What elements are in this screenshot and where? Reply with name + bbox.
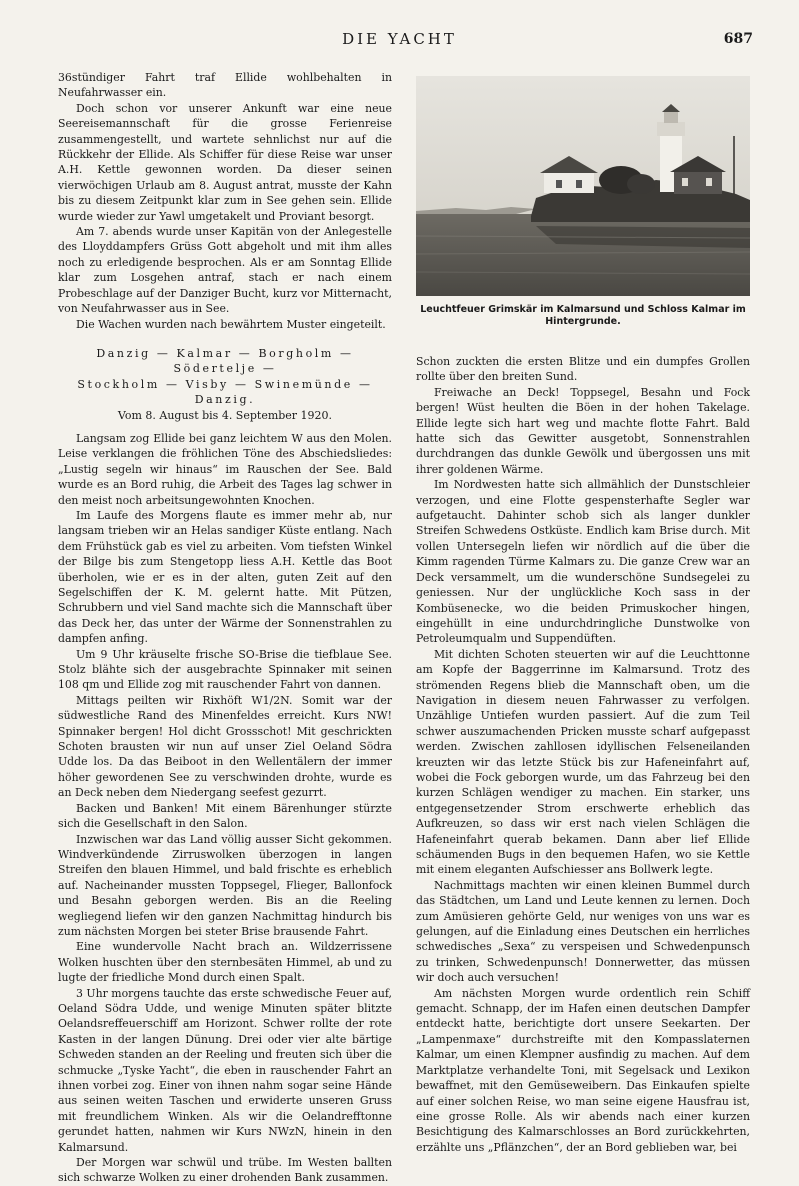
paragraph: Freiwache an Deck! Toppsegel, Besahn und Fock bergen! Wüst heulten die Böen in der hohen Takelage. Ellide legte sich hart weg und machte flotte Fahrt. Bald hatte sich das Gewitter ausgetobt, Sonnenstrahlen durchdrangen das dunkle Gewölk und übergossen uns mit ihrer goldenen Wärme. — [416, 385, 750, 476]
running-header: DIE YACHT — [342, 30, 457, 48]
paragraph: Die Wachen wurden nach bewährtem Muster eingeteilt. — [76, 317, 386, 331]
paragraph: Doch schon vor unserer Ankunft war eine neue Seereisemannschaft für die grosse Ferienreise zusammengestellt, und wartete sehnlichst nur auf die Rückkehr der Ellide. Als Schiffer für diese Reise war unser A.H. Kettle gewonnen worden. Da dieser seinen vierwöchigen Urlaub am 8. August antrat, musste der Kahn bis zu diesem Zeitpunkt klar zum in See gehen sein. Ellide wurde wieder zur Yawl umgetakelt und Proviant besorgt. — [58, 101, 392, 223]
paragraph: 36stündiger Fahrt traf Ellide wohlbehalten in Neufahrwasser ein. — [58, 71, 392, 100]
paragraph: Am nächsten Morgen wurde ordentlich rein Schiff gemacht. Schnapp, der im Hafen einen deutschen Dampfer entdeckt hatte, berichtigte dort unsere Seekarten. Der „Lampenmaxe“ durchstreifte mit den Kompasslaternen Kalmar, um einen Klempner ausfindig zu machen. Auf dem Marktplatze verhandelte Toni, mit Segelsack und Lexikon bewaffnet, mit den Gemüseweibern. Das Einkaufen spielte auf einer solchen Reise, wo man seine eigene Hausfrau ist, eine grosse Rolle. Als wir abends nach einer kurzen Besichtigung des Kalmarschlosses an Bord zurückkehrten, erzählte uns „Pflänzchen“, der an Bord geblieben war, bei — [416, 986, 750, 1154]
photo-caption: Leuchtfeuer Grimskär im Kalmarsund und Schloss Kalmar im Hintergrunde. — [420, 304, 746, 327]
paragraph: Am 7. abends wurde unser Kapitän von der Anlegestelle des Lloyddampfers Grüss Gott abgeholt und mit ihm alles noch zu erledigende besprochen. Als er am Sonntag Ellide klar zum Losgehen antraf, stach er nach einem Probeschlage auf der Danziger Bucht, kurz vor Mitternacht, von Neufahrwasser aus in See. — [58, 225, 392, 316]
route-line: Danzig — Kalmar — Borgholm — Södertelje — — [96, 346, 354, 376]
paragraph: Inzwischen war das Land völlig ausser Sicht gekommen. Windverkündende Zirruswolken überzogen in langen Streifen den blauen Himmel, und bald frischte es erheblich auf. Nacheinander mussten Toppsegel, Flieger, Ballonfock und Besahn geborgen werden. Bis an die Reeling wegliegend liefen wir den ganzen Nachmittag hindurch bis zum nächsten Morgen bei steter Brise brausende Fahrt. — [58, 832, 392, 938]
paragraph: Mit dichten Schoten steuerten wir auf die Leuchttonne am Kopfe der Baggerrinne im Kalmarsund. Trotz des strömenden Regens blieb die Mannschaft oben, um die Navigation in diesem neuen Fahrwasser zu verfolgen. Unzählige Untiefen wurden passiert. Auf die zum Teil schwer auszumachenden Pricken musste scharf aufgepasst werden. Zwischen zahllosen idyllischen Felseneilanden kreuzten wir das letzte Stück bis zur Hafeneinfahrt auf, wobei die Fock geborgen wurde, um das Fahrzeug bei den kurzen Schlägen wendiger zu machen. Ein starker, uns entgegensetzender Strom erschwerte erheblich das Aufkreuzen, so dass wir erst nach vielen Schlägen die Hafeneinfahrt querab bekamen. Dann aber lief Ellide schäumenden Bugs in den bequemen Hafen, wo sie Kettle mit einem eleganten Aufschiesser ans Bollwerk legte. — [416, 647, 750, 877]
paragraph: Backen und Banken! Mit einem Bärenhunger stürzte sich die Gesellschaft in den Salon. — [58, 801, 392, 831]
paragraph: 3 Uhr morgens tauchte das erste schwedische Feuer auf, Oeland Södra Udde, und wenige Minuten später blitzte Oelandsreffeuerschiff am Horizont. Schwer rollte der rote Kasten in der langen Dünung. Drei oder vier alte bärtige Schweden standen an der Reeling und freuten sich über die schmucke „Tyske Yacht“, die eben in rauschender Fahrt an ihnen vorbei zog. Einer von ihnen nahm sogar seine Hände aus seinen weiten Taschen und erwiderte unseren Gruss mit freundlichem Winken. Als wir die Oelandrefftonne gerundet hatten, nahmen wir Kurs NWzN, hinein in den Kalmarsund. — [58, 986, 392, 1154]
lighthouse-photo — [416, 76, 750, 296]
paragraph: Um 9 Uhr kräuselte frische SO-Brise die tiefblaue See. Stolz blähte sich der ausgebrachte Spinnaker mit seinen 108 qm und Ellide zog mit rauschender Fahrt von dannen. — [58, 647, 392, 692]
paragraph: Im Nordwesten hatte sich allmählich der Dunstschleier verzogen, und eine Flotte gespensterhafte Segler war aufgetaucht. Dahinter schob sich als langer dunkler Streifen Schwedens Ostküste. Endlich kam Brise durch. Mit vollen Untersegeln liefen wir nördlich auf die über die Kimm ragenden Türme Kalmars zu. Die ganze Crew war an Deck versammelt, um die wunderschöne Sundsegelei zu geniessen. Nur der unglückliche Koch sass in der Kombüsenecke, wo die beiden Primuskocher hingen, eingehüllt in eine undurchdringliche Dunstwolke von Petroleumqualm und Suppendüften. — [416, 478, 750, 646]
paragraph: Schon zuckten die ersten Blitze und ein dumpfes Grollen rollte über den breiten Sund. — [416, 355, 750, 384]
paragraph: Im Laufe des Morgens flaute es immer mehr ab, nur langsam trieben wir an Helas sandiger Küste entlang. Nach dem Frühstück gab es viel zu arbeiten. Vom tiefsten Winkel der Bilge bis zum Stengetopp liess A.H. Kettle das Boot überholen, wie er es in der alten, guten Zeit auf den Segelschiffen der K. M. gelernt hatte. Mit Pützen, Schrubbern und viel Sand machte sich die Mannschaft über das Deck her, das unter der Wärme der Sonnenstrahlen zu dampfen anfing. — [58, 508, 392, 646]
paragraph: Mittags peilten wir Rixhöft W1/2N. Somit war der südwestliche Rand des Minenfeldes erreicht. Kurs NW! Spinnaker bergen! Hol dicht Grossschot! Mit geschrickten Schoten brausten wir nun auf unser Ziel Oeland Södra Udde los. Da das Beiboot in den Wellentälern der immer höher gewordenen See zu verschwinden drohte, wurde es an Deck neben dem Niedergang seefest gezurrt. — [58, 693, 392, 800]
left-column — [58, 70, 392, 1186]
paragraph: Der Morgen war schwül und trübe. Im Westen ballten sich schwarze Wolken zu einer drohenden Bank zusammen. — [58, 1156, 392, 1185]
section-heading — [58, 346, 392, 423]
paragraph: Eine wundervolle Nacht brach an. Wildzerrissene Wolken huschten über den sternbesäten Himmel, ab und zu lugte der friedliche Mond durch einen Spalt. — [58, 940, 392, 985]
page-number: 687 — [723, 31, 753, 47]
right-column — [416, 70, 750, 1155]
paragraph: Nachmittags machten wir einen kleinen Bummel durch das Städtchen, um Land und Leute kennen zu lernen. Doch zum Amüsieren gehörte Geld, nur weniges von uns war es gelungen, auf die Einladung eines Deutschen ein herrliches schwedisches „Sexa“ zu verspeisen und Schwedenpunsch zu trinken, Schwedenpunsch! Donnerwetter, das müssen wir doch auch versuchen! — [416, 878, 750, 985]
route-dates: Vom 8. August bis 4. September 1920. — [117, 408, 333, 422]
lighthouse-photo-illustration — [416, 76, 750, 296]
paragraph: Langsam zog Ellide bei ganz leichtem W aus den Molen. Leise verklangen die fröhlichen Töne des Abschiedsliedes: „Lustig segeln wir hinaus“ im Rauschen der See. Bald wurde es an Bord ruhig, die Arbeit des Tages lag schwer in den meist noch arbeitsungewohnten Knochen. — [58, 431, 392, 507]
route-line: Stockholm — Visby — Swinemünde — Danzig. — [77, 377, 373, 407]
